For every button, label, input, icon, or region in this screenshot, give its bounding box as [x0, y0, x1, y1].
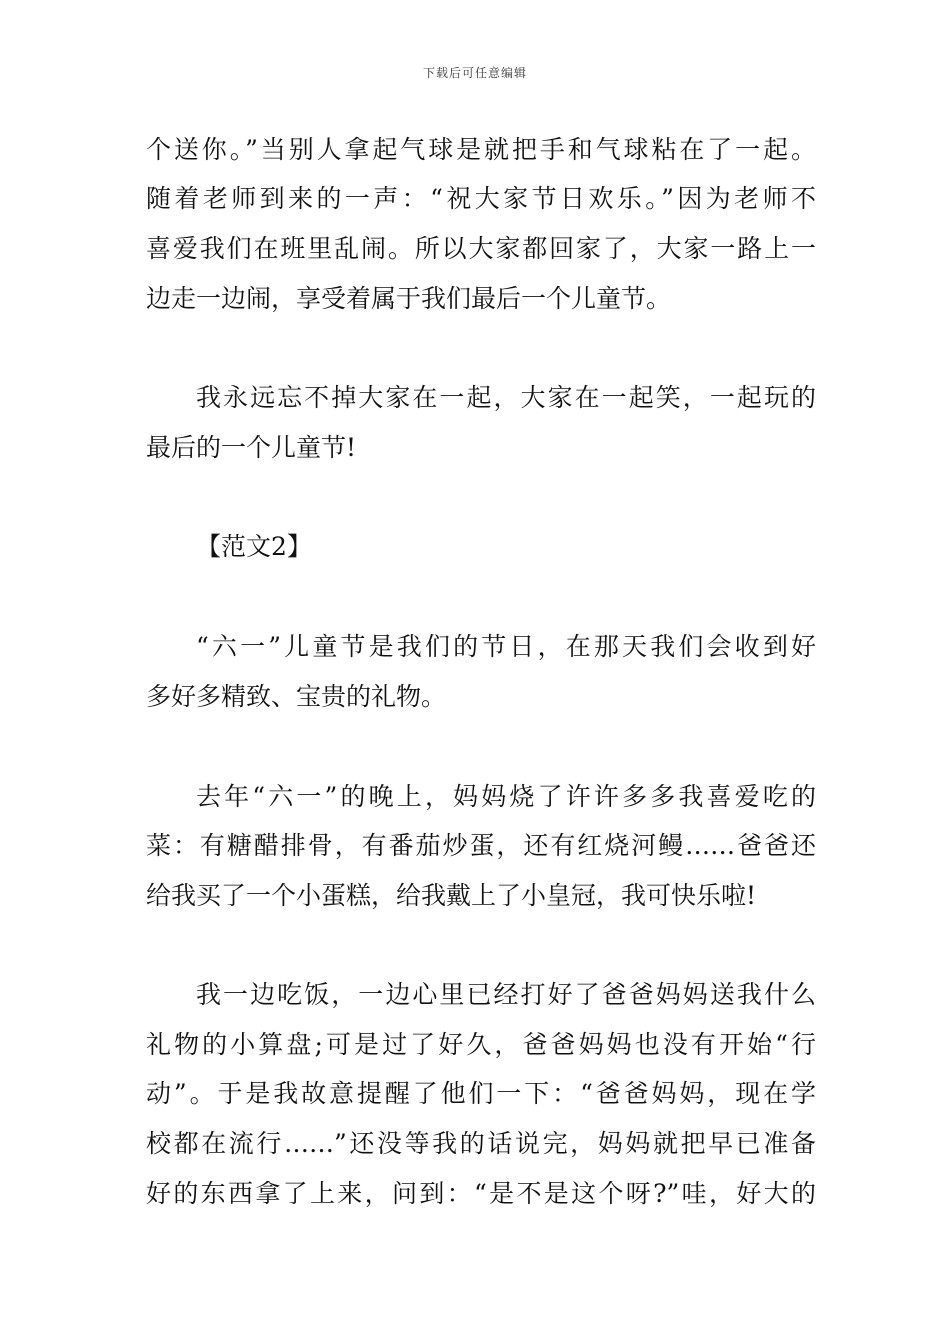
text-line: 多好多精致、宝贵的礼物。 — [146, 682, 447, 711]
text-line: 边走一边闹，享受着属于我们最后一个儿童节。 — [146, 284, 672, 313]
text-line: 随着老师到来的一声：“祝大家节日欢乐。”因为老师不 — [146, 184, 816, 213]
section-heading: 【范文2】 — [196, 532, 312, 561]
text-line: 礼物的小算盘;可是过了好久，爸爸妈妈也没有开始“行 — [146, 1030, 816, 1059]
text-line: 好的东西拿了上来，问到：“是不是这个呀?”哇，好大的 — [146, 1179, 816, 1208]
text-line: 给我买了一个小蛋糕，给我戴上了小皇冠，我可快乐啦! — [146, 881, 757, 910]
text-line: 去年“六一”的晚上，妈妈烧了许许多多我喜爱吃的 — [196, 782, 816, 811]
text-line: 校都在流行……”还没等我的话说完，妈妈就把早已准备 — [146, 1129, 816, 1158]
text-line: 动”。于是我故意提醒了他们一下：“爸爸妈妈，现在学 — [146, 1079, 816, 1108]
text-line: 最后的一个儿童节! — [146, 433, 357, 462]
page-header-note: 下载后可任意编辑 — [422, 66, 527, 80]
text-line: 菜：有糖醋排骨，有番茄炒蛋，还有红烧河鳗……爸爸还 — [146, 831, 816, 860]
text-line: 喜爱我们在班里乱闹。所以大家都回家了，大家一路上一 — [146, 234, 816, 263]
text-line: 我永远忘不掉大家在一起，大家在一起笑，一起玩的 — [196, 383, 816, 412]
text-line: 个送你。”当别人拿起气球是就把手和气球粘在了一起。 — [146, 135, 816, 164]
text-line: 我一边吃饭，一边心里已经打好了爸爸妈妈送我什么 — [196, 980, 816, 1009]
text-line: “六一”儿童节是我们的节日，在那天我们会收到好 — [196, 632, 816, 661]
